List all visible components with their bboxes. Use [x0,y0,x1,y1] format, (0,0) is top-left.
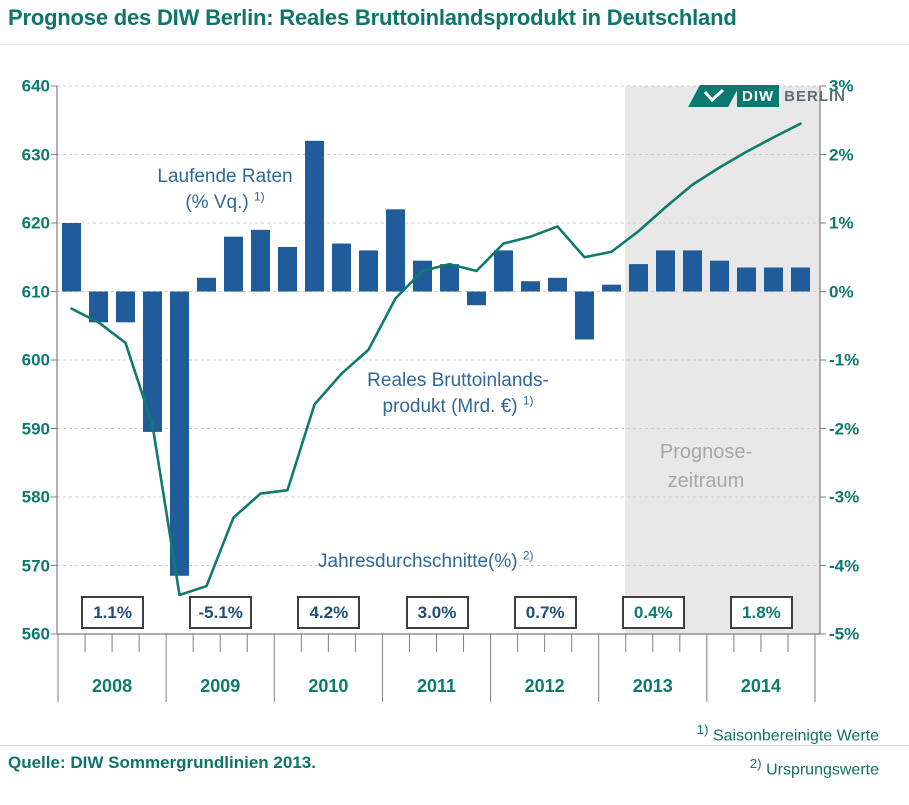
left-axis-label: 620 [21,213,50,233]
right-axis-label: 0% [829,282,854,301]
gdp-quarterly-rate-bar [575,292,594,340]
gdp-quarterly-rate-bar [278,247,297,292]
gdp-quarterly-rate-bar [386,209,405,291]
annual-averages-title-text: Jahresdurchschnitte(%) [318,551,518,572]
footnote-2-marker: 2) [749,756,762,772]
year-label: 2009 [200,676,241,696]
gdp-quarterly-rate-bar [602,285,621,292]
year-label: 2014 [740,676,781,696]
year-label: 2008 [92,676,133,696]
gdp-quarterly-rate-bar [656,250,675,291]
gdp-quarterly-rate-bar [548,278,567,292]
gdp-quarterly-rate-bar [305,141,324,292]
left-axis-label: 590 [21,419,50,438]
gdp-quarterly-rate-bar [143,292,162,432]
bar-series-annotation [145,164,305,216]
source-note: Quelle: DIW Sommergrundlinien 2013. [8,753,316,772]
diw-swoosh-icon [688,85,740,107]
line-series-annotation-line1: Reales Bruttoinlands- [367,370,549,391]
forecast-label-line2: zeitraum [667,470,745,492]
right-axis-label: -4% [829,556,860,575]
annual-average-box: 1.1% [81,596,144,629]
gdp-quarterly-rate-bar [440,264,459,291]
right-axis-label: -1% [829,350,860,370]
gdp-quarterly-rate-bar [683,250,702,291]
gdp-quarterly-rate-bar [332,244,351,292]
year-label: 2013 [632,676,673,696]
footnote-2 [697,750,879,784]
left-axis-label: 610 [21,282,50,301]
gdp-quarterly-rate-bar [224,237,243,292]
gdp-quarterly-rate-bar [737,268,756,292]
left-axis-label: 600 [21,350,50,370]
right-axis-label: -3% [829,487,860,507]
forecast-region-label [646,438,766,496]
right-axis-label: -2% [829,419,860,438]
gdp-quarterly-rate-bar [197,278,216,292]
gdp-quarterly-rate-bar [251,230,270,292]
footnote-1-marker: 1) [696,722,709,737]
gdp-quarterly-rate-bar [521,281,540,291]
gdp-quarterly-rate-bar [62,223,81,292]
right-axis-label: 2% [829,145,854,164]
footnote-1 [697,716,879,750]
footnote-1-text: Saisonbereinigte Werte [712,727,879,745]
left-axis-label: 580 [21,487,50,507]
left-axis-label: 640 [21,76,50,96]
gdp-quarterly-rate-bar [467,292,486,306]
gdp-quarterly-rate-bar [116,292,135,323]
year-label: 2011 [416,676,457,696]
annual-average-box: 0.7% [514,596,577,629]
annual-average-box: 3.0% [406,596,469,629]
left-axis-label: 630 [21,145,50,164]
gdp-quarterly-rate-bar [764,268,783,292]
gdp-quarterly-rate-bar [629,264,648,291]
line-series-annotation-line2: produkt (Mrd. €) [382,396,518,417]
year-label: 2012 [524,676,565,696]
diw-logo-berlin-text: BERLIN [784,87,847,105]
annual-average-box: 0.4% [622,596,685,629]
diw-berlin-logo [694,85,846,107]
gdp-quarterly-rate-bar [494,250,513,291]
gdp-quarterly-rate-bar [710,261,729,292]
annual-average-box: 4.2% [297,596,360,629]
left-axis-label: 570 [21,556,50,575]
footnotes [697,716,879,785]
right-axis-label: 3% [829,76,854,96]
line-series-footnote-ref: 1) [522,393,534,408]
annual-average-box: -5.1% [189,596,252,629]
right-axis-label: 1% [829,213,854,233]
forecast-label-line1: Prognose- [659,441,753,463]
gdp-quarterly-rate-bar [359,250,378,291]
bar-series-annotation-line1: Laufende Raten [157,166,293,187]
line-series-annotation [353,368,563,420]
year-label: 2010 [308,676,349,696]
annual-averages-title [318,549,538,575]
diw-logo-text: DIW [737,85,779,107]
annual-average-box: 1.8% [730,596,793,629]
gdp-quarterly-rate-bar [791,268,810,292]
bar-series-annotation-line2: (% Vq.) [185,192,249,213]
chart-title: Prognose des DIW Berlin: Reales Bruttoinlandsprodukt in Deutschland [8,5,737,30]
gdp-quarterly-rate-bar [170,292,189,576]
left-axis-label: 560 [21,624,50,644]
right-axis-label: -5% [829,624,860,644]
footnote-2-text: Ursprungswerte [766,761,879,779]
annual-averages-footnote-ref: 2) [522,548,534,563]
bar-series-footnote-ref: 1) [253,189,265,204]
